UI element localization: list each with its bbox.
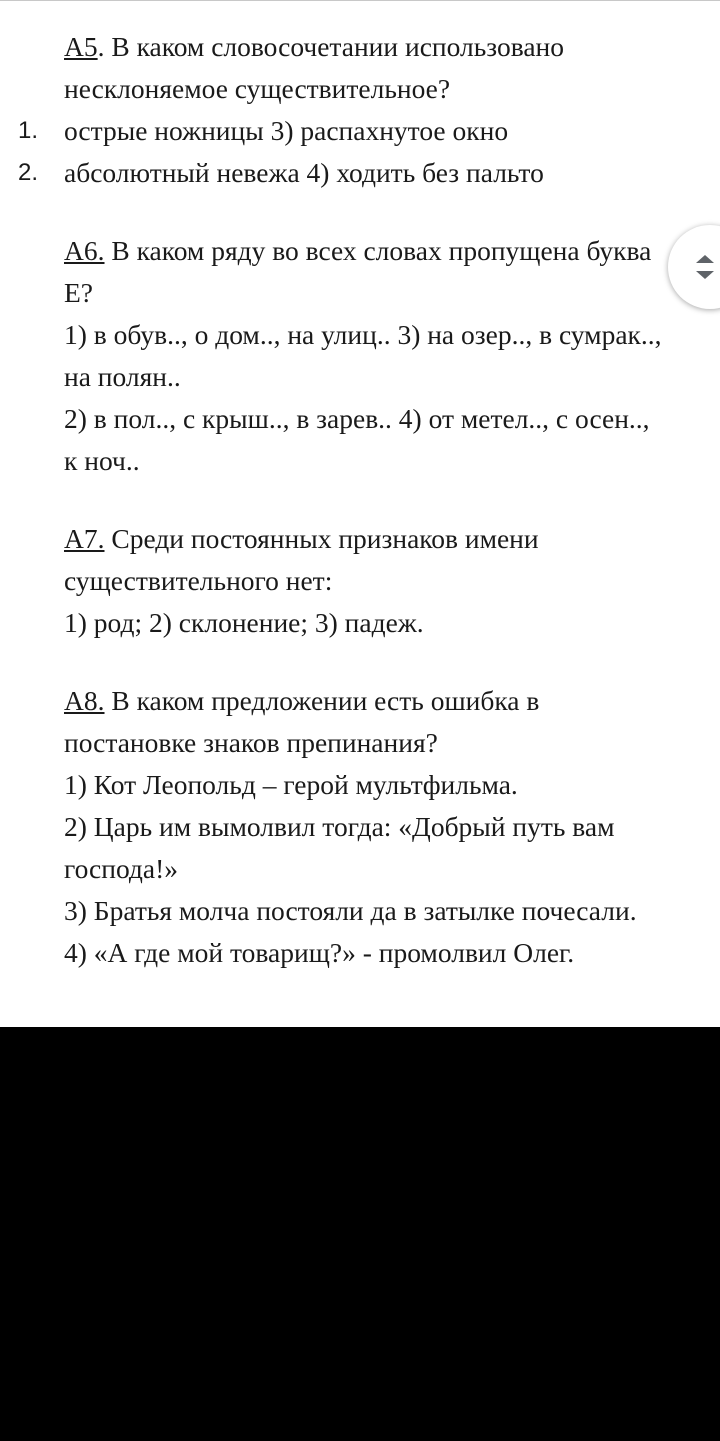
question-a5 — [64, 26, 664, 110]
question-a5-label: А5 — [64, 31, 98, 62]
question-a5-text: . В каком словосочетании использовано несклоняемое существительное? — [64, 31, 565, 104]
question-a7-text: Среди постоянных признаков имени существительного нет: — [64, 523, 539, 596]
option-text: абсолютный невежа 4) ходить без пальто — [64, 157, 544, 188]
question-a6-text: В каком ряду во всех словах пропущена буква Е? — [64, 235, 652, 308]
list-item — [18, 152, 664, 194]
question-a8-option-4: 4) «А где мой товарищ?» - промолвил Олег. — [64, 937, 575, 968]
list-marker: 1. — [18, 117, 39, 144]
question-a8-option-2: 2) Царь им вымолвил тогда: «Добрый путь вам господа!» — [64, 811, 615, 884]
question-a6-option-1: 1) в обув.., о дом.., на улиц.. 3) на озер.., в сумрак.., на полян.. — [64, 319, 662, 392]
question-a8-option-3: 3) Братья молча постояли да в затылке почесали. — [64, 895, 637, 926]
question-a8-option-1: 1) Кот Леопольд – герой мультфильма. — [64, 769, 518, 800]
document-content — [18, 26, 664, 974]
question-a7-label: А7. — [64, 523, 105, 554]
list-marker: 2. — [18, 159, 39, 186]
question-a7 — [64, 518, 664, 602]
question-a7-option-1: 1) род; 2) склонение; 3) падеж. — [64, 607, 424, 638]
option-text: острые ножницы 3) распахнутое окно — [64, 115, 509, 146]
scroll-control-button[interactable] — [668, 225, 720, 309]
question-a8 — [64, 680, 664, 764]
question-a6 — [64, 230, 664, 314]
question-a6-option-2: 2) в пол.., с крыш.., в зарев.. 4) от метел.., с осен.., к ноч.. — [64, 403, 650, 476]
question-a8-label: А8. — [64, 685, 105, 716]
list-item — [18, 110, 664, 152]
question-a8-text: В каком предложении есть ошибка в постановке знаков препинания? — [64, 685, 540, 758]
question-a6-label: А6. — [64, 235, 105, 266]
question-a5-options — [18, 110, 664, 194]
scroll-up-down-icon — [692, 247, 718, 287]
